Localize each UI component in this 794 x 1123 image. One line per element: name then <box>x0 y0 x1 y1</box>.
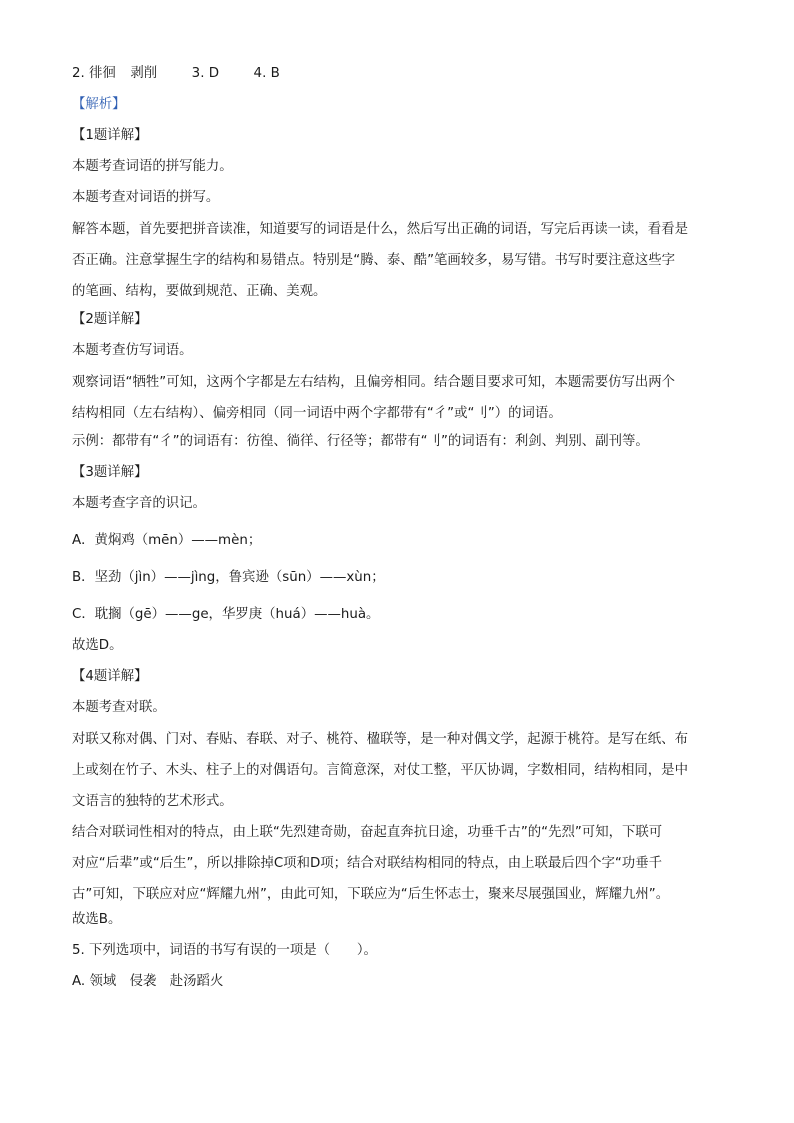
answer-item-2-word-a: 徘徊 <box>89 66 116 81</box>
q4-p3-line: 对应“后辈”或“后生”，所以排除掉C项和D项；结合对联结构相同的特点，由上联最后四个字“功垂千 <box>72 856 662 871</box>
q4-p2-line: 上或刻在竹子、木头、柱子上的对偶语句。言简意深，对仗工整，平仄协调，字数相同，结构相同，是中 <box>72 763 688 778</box>
q2-paragraph-3: 示例：都带有“彳”的词语有：彷徨、徜徉、行径等；都带有“刂”的词语有：利剑、判别、副刊等。 <box>72 434 649 449</box>
answer-item-2-label: 2. <box>72 66 85 81</box>
q4-heading: 【4题详解】 <box>72 669 148 684</box>
q2-p2-line: 结构相同（左右结构）、偏旁相同（同一词语中两个字都带有“彳”或“刂”）的词语。 <box>72 406 562 421</box>
q4-p3-line: 结合对联词性相对的特点，由上联“先烈建奇勋，奋起直奔抗日途，功垂千古”的“先烈”可知，下联可 <box>72 825 663 840</box>
q4-paragraph-1: 本题考查对联。 <box>72 700 166 715</box>
q3-paragraph-1: 本题考查字音的识记。 <box>72 496 206 511</box>
document-page <box>72 64 724 1001</box>
q2-p2-line: 观察词语“牺牲”可知，这两个字都是左右结构，且偏旁相同。结合题目要求可知，本题需要仿写出两个 <box>72 375 676 390</box>
q1-p3-line: 否正确。注意掌握生字的结构和易错点。特别是“腾、泰、酷”笔画较多，易写错。书写时要注意这些字 <box>72 253 676 268</box>
q1-p3-line: 解答本题，首先要把拼音读准，知道要写的词语是什么，然后写出正确的词语，写完后再读一读，看看是 <box>72 222 688 237</box>
q3-option-c: C．耽搁（gē）——ge，华罗庚（huá）——huà。 <box>72 607 380 622</box>
q1-paragraph-2: 本题考查对词语的拼写。 <box>72 190 220 205</box>
q2-paragraph-2 <box>72 367 724 429</box>
q3-heading: 【3题详解】 <box>72 465 148 480</box>
answer-item-2-word-b: 剥削 <box>130 66 158 81</box>
q2-heading: 【2题详解】 <box>72 312 148 327</box>
q5-question: 5. 下列选项中，词语的书写有误的一项是（ ）。 <box>72 943 377 958</box>
q1-paragraph-1: 本题考查词语的拼写能力。 <box>72 159 233 174</box>
q3-conclusion: 故选D。 <box>72 638 123 653</box>
q5-option-a: A. 领域 侵袭 赴汤蹈火 <box>72 974 224 989</box>
q4-conclusion: 故选B。 <box>72 912 122 927</box>
q4-p3-line: 古”可知，下联应对应“辉耀九州”，由此可知，下联应为“后生怀志士，聚来尽展强国业，辉耀九州”。 <box>72 887 670 902</box>
answers-line <box>72 64 724 84</box>
q3-option-b: B．坚劲（jìn）——jìng，鲁宾逊（sūn）——xùn； <box>72 570 385 585</box>
q4-paragraph-2 <box>72 724 724 817</box>
q4-p2-line: 对联又称对偶、门对、春贴、春联、对子、桃符、楹联等，是一种对偶文学，起源于桃符。是写在纸、布 <box>72 732 688 747</box>
q1-heading: 【1题详解】 <box>72 128 148 143</box>
q1-p3-line: 的笔画、结构，要做到规范、正确、美观。 <box>72 284 327 299</box>
answer-item-4: 4. B <box>253 66 280 81</box>
q1-paragraph-3 <box>72 214 724 307</box>
analysis-tag: 【解析】 <box>72 97 126 112</box>
q4-p2-line: 文语言的独特的艺术形式。 <box>72 794 233 809</box>
answer-item-3: 3. D <box>191 66 220 81</box>
q3-option-a: A．黄焖鸡（mēn）——mèn； <box>72 533 262 548</box>
q2-paragraph-1: 本题考查仿写词语。 <box>72 343 193 358</box>
q4-paragraph-3 <box>72 817 724 910</box>
